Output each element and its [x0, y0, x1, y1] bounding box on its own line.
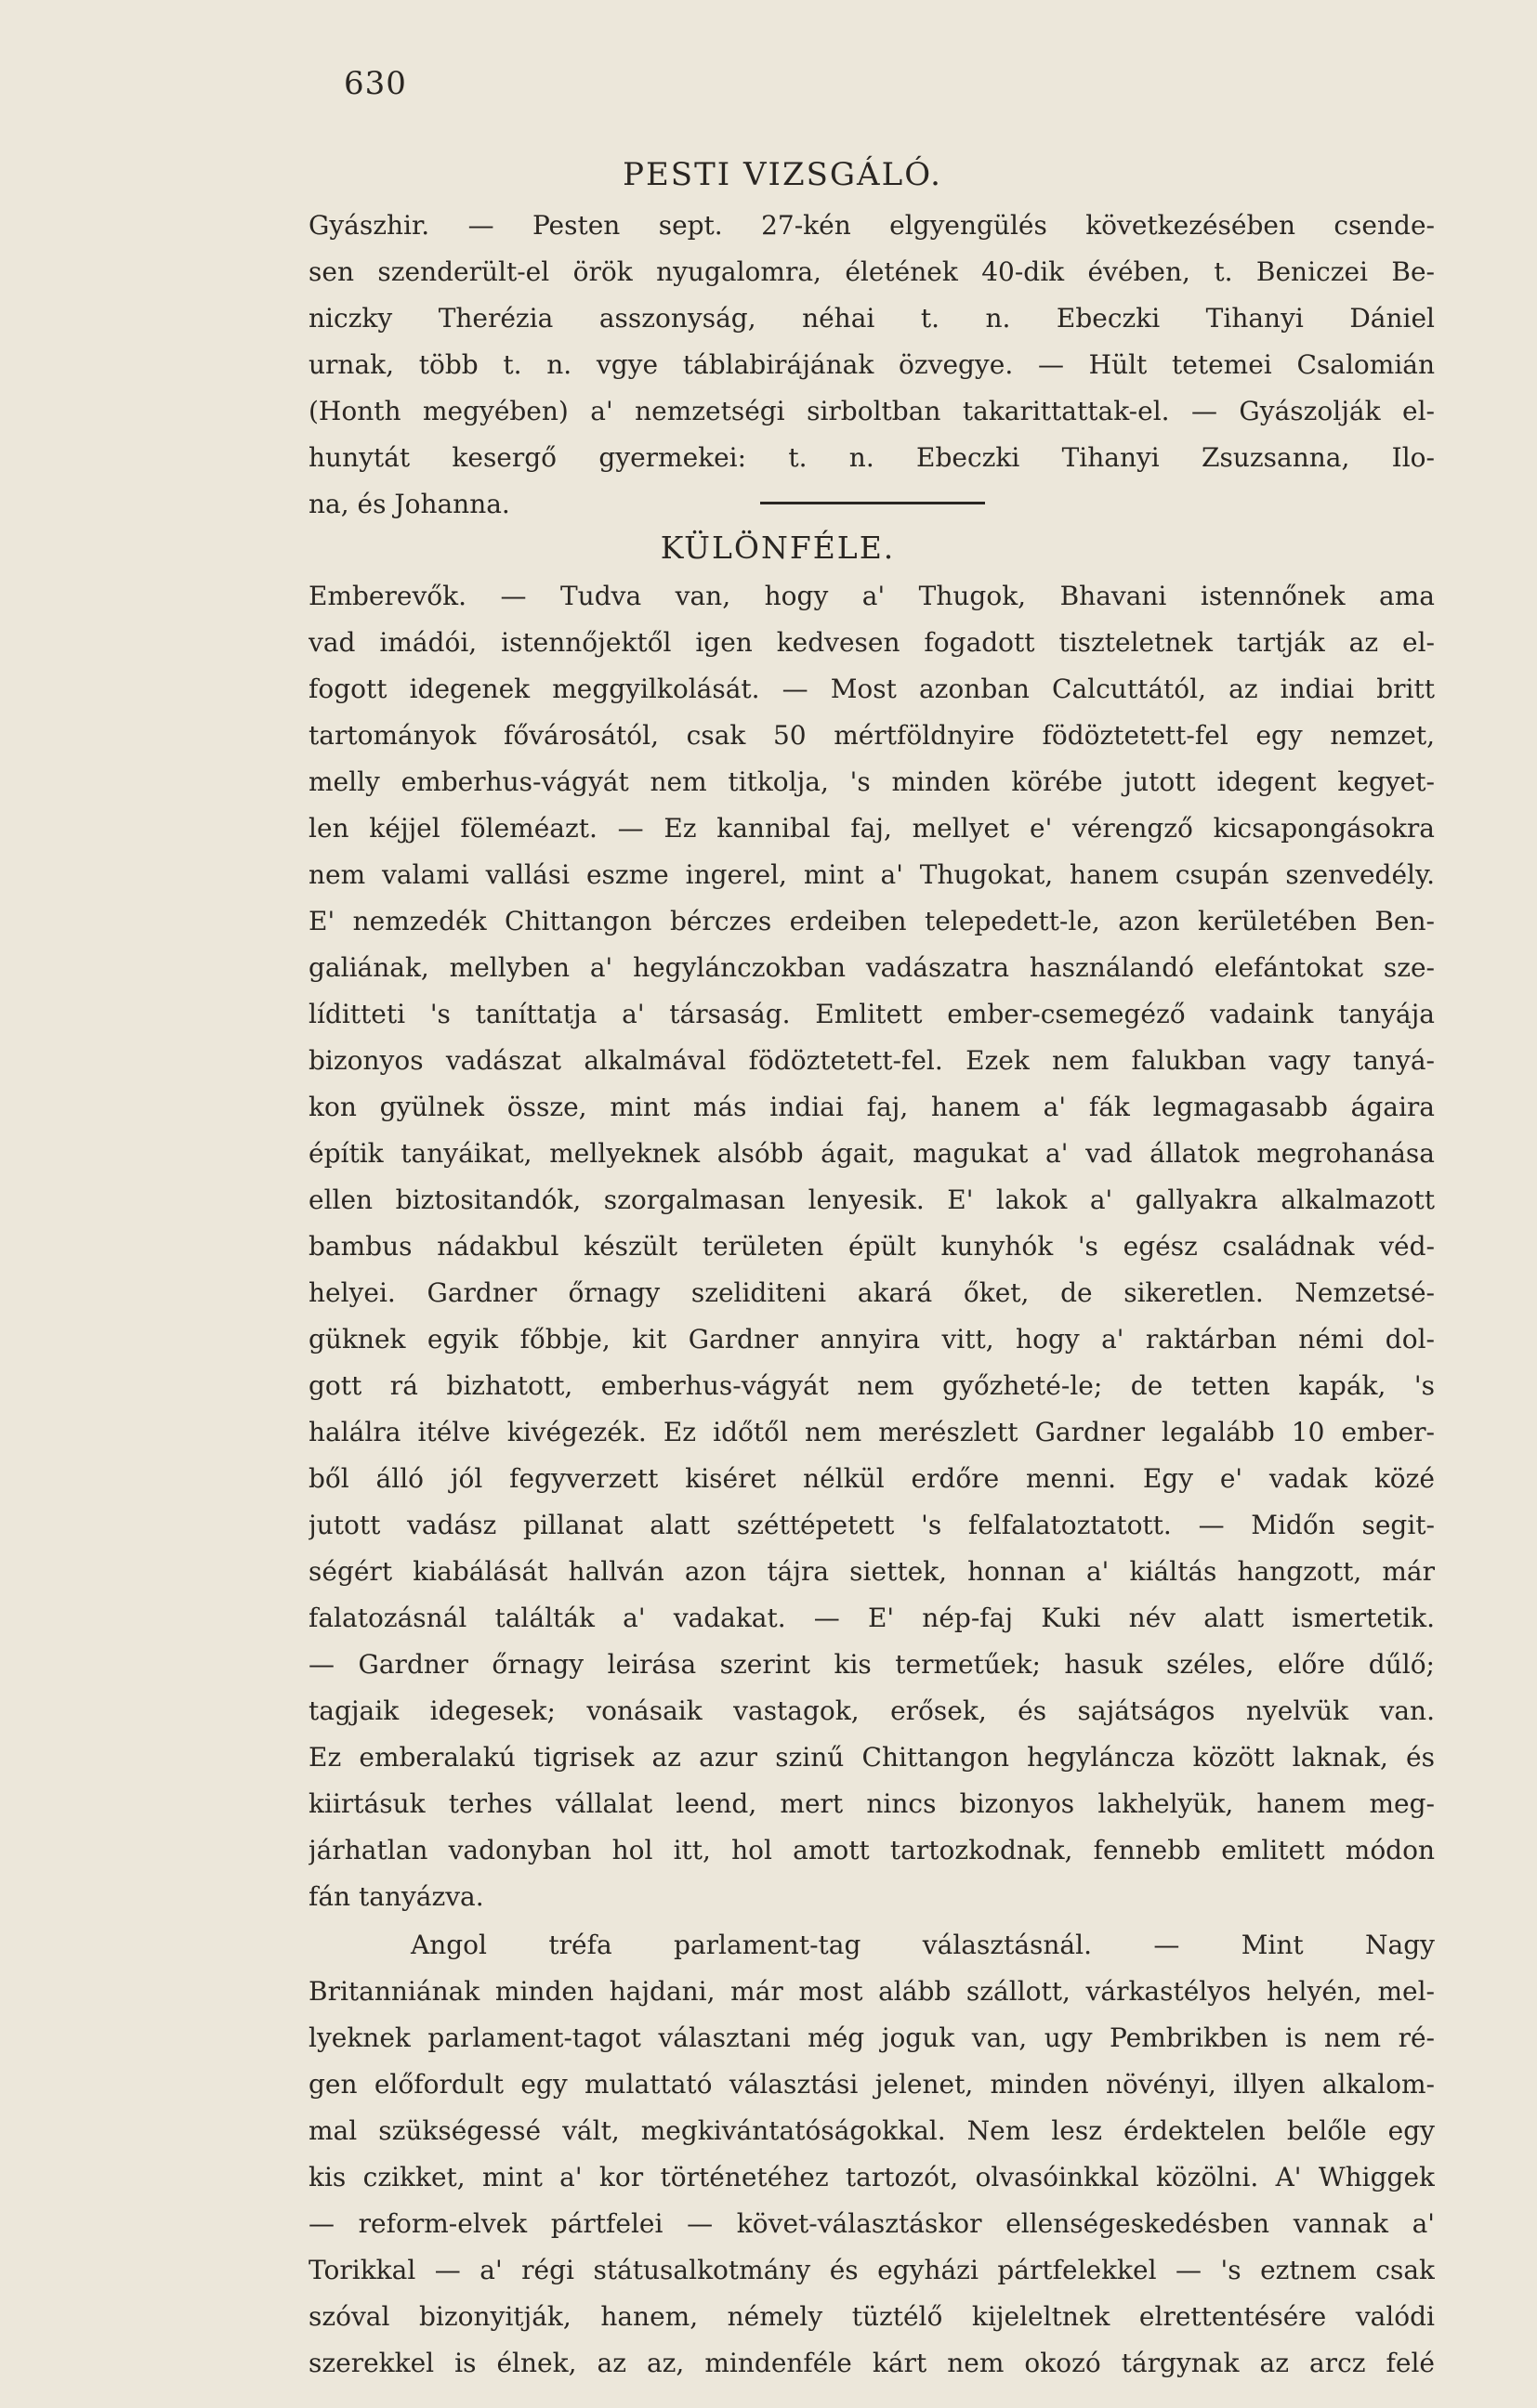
text-line: építik tanyáikat, mellyeknek alsóbb ágait, magukat a' vad állatok megrohanása	[309, 1138, 1435, 1169]
text-line: gott rá bizhatott, emberhus-vágyát nem győzheté-le; de tetten kapák, 's	[309, 1370, 1435, 1401]
section-title: KÜLÖNFÉLE.	[660, 530, 896, 566]
text-line: szerekkel is élnek, az az, mindenféle kárt nem okozó tárgynak az arcz felé	[309, 2348, 1435, 2378]
text-line: Britanniának minden hajdani, már most alább szállott, várkastélyos helyén, mel-	[309, 1976, 1435, 2007]
text-line: mal szükségessé vált, megkivántatóságokkal. Nem lesz érdektelen belőle egy	[309, 2115, 1435, 2146]
text-line: sen szenderült-el örök nyugalomra, életének 40-dik évében, t. Beniczei Be-	[309, 256, 1435, 287]
text-line: halálra itélve kivégezék. Ez időtől nem merészlett Gardner legalább 10 ember-	[309, 1417, 1435, 1447]
text-line: bambus nádakbul készült területen épült kunyhók 's egész családnak véd-	[309, 1231, 1435, 1262]
obituary-notice	[309, 203, 1435, 528]
text-line: kiirtásuk terhes vállalat leend, mert nincs bizonyos lakhelyük, hanem meg-	[309, 1788, 1435, 1819]
text-line: Ez emberalakú tigrisek az azur szinű Chittangon hegylánczа között laknak, és	[309, 1742, 1435, 1773]
text-line: E' nemzedék Chittangon bérczes erdeiben telepedett-le, azon kerületében Ben-	[309, 906, 1435, 936]
article-cannibals	[309, 573, 1435, 1920]
text-line: urnak, több t. n. vgye táblabirájának özvegye. — Hült tetemei Csalomián	[309, 349, 1435, 380]
text-line: bizonyos vadászat alkalmával födöztetett-fel. Ezek nem falukban vagy tanyá-	[309, 1045, 1435, 1076]
text-line: na, és Johanna.	[309, 489, 510, 519]
text-line: melly emberhus-vágyát nem titkolja, 's minden körébe jutott idegent kegyet-	[309, 766, 1435, 797]
text-line: niczky Therézia asszonyság, néhai t. n. Ebeczki Tihanyi Dániel	[309, 303, 1435, 334]
text-line: szóval bizonyitják, hanem, némely tüztélő kijeleltnek elrettentésére valódi	[309, 2301, 1435, 2332]
text-line: tagjaik idegesek; vonásaik vastagok, erősek, és sajátságos nyelvük van.	[309, 1695, 1435, 1726]
text-line: líditteti 's taníttatja a' társaság. Emlitett ember-csemegéző vadaink tanyája	[309, 999, 1435, 1029]
text-line: ből álló jól fegyverzett kiséret nélkül erdőre menni. Egy e' vadak közé	[309, 1463, 1435, 1494]
text-line: güknek egyik főbbje, kit Gardner annyira vitt, hogy a' raktárban némi dol-	[309, 1324, 1435, 1354]
text-line: Angol tréfa parlament-tag választásnál. — Mint Nagy	[411, 1930, 1435, 1960]
text-line: Gyászhir. — Pesten sept. 27-kén elgyengülés következésében csende-	[309, 210, 1435, 241]
article-english-election	[309, 1922, 1435, 2387]
text-line: kis czikket, mint a' kor történetéhez tartozót, olvasóinkkal közölni. A' Whiggek	[309, 2162, 1435, 2192]
text-line: hunytát kesergő gyermekei: t. n. Ebeczki Tihanyi Zsuzsanna, Ilo-	[309, 442, 1435, 473]
text-line: len kéjjel föleméazt. — Ez kannibal faj, mellyet e' vérengző kicsapongásokra	[309, 813, 1435, 844]
text-line: — reform-elvek pártfelei — követ-választáskor ellenségeskedésben vannak a'	[309, 2208, 1435, 2239]
text-line: fán tanyázva.	[309, 1881, 484, 1912]
text-line: fogott idegenek meggyilkolását. — Most azonban Calcuttától, az indiai britt	[309, 674, 1435, 704]
text-line: ségért kiabálását hallván azon tájra siettek, honnan a' kiáltás hangzott, már	[309, 1556, 1435, 1587]
text-line: vad imádói, istennőjektől igen kedvesen fogadott tiszteletnek tartják az el-	[309, 627, 1435, 658]
text-line: lyeknek parlament-tagot választani még joguk van, ugy Pembrikben is nem ré-	[309, 2022, 1435, 2053]
text-line: Torikkal — a' régi státusalkotmány és egyházi pártfelekkel — 's eztnem csak	[309, 2255, 1435, 2285]
text-line: kon gyülnek össze, mint más indiai faj, hanem a' fák legmagasabb ágaira	[309, 1092, 1435, 1122]
text-line: falatozásnál találták a' vadakat. — E' nép-faj Kuki név alatt ismertetik.	[309, 1603, 1435, 1633]
text-line: jutott vadász pillanat alatt széttépetett 's felfalatoztatott. — Midőn segit-	[309, 1510, 1435, 1540]
running-head: PESTI VIZSGÁLÓ.	[623, 156, 942, 193]
text-line: galiának, mellyben a' hegylánczokban vadászatra használandó elefántokat sze-	[309, 952, 1435, 983]
page-number: 630	[344, 65, 407, 102]
section-divider-rule	[760, 502, 985, 504]
text-line: helyei. Gardner őrnagy szeliditeni akará őket, de sikeretlen. Nemzetsé-	[309, 1277, 1435, 1308]
text-line: (Honth megyében) a' nemzetségi sirboltban takarittattak-el. — Gyászolják el-	[309, 396, 1435, 426]
text-line: Emberevők. — Tudva van, hogy a' Thugok, Bhavani istennőnek ama	[309, 581, 1435, 611]
text-line: tartományok fővárosától, csak 50 mértföldnyire födöztetett-fel egy nemzet,	[309, 720, 1435, 751]
text-line: — Gardner őrnagy leirása szerint kis termetűek; hasuk széles, előre dűlő;	[309, 1649, 1435, 1680]
text-line: járhatlan vadonyban hol itt, hol amott tartozkodnak, fennebb emlitett módon	[309, 1835, 1435, 1865]
text-line: gen előfordult egy mulattató választási jelenet, minden növényi, illyen alkalom-	[309, 2069, 1435, 2100]
text-line: ellen biztositandók, szorgalmasan lenyesik. E' lakok a' gallyakra alkalmazott	[309, 1184, 1435, 1215]
text-line: nem valami vallási eszme ingerel, mint a' Thugokat, hanem csupán szenvedély.	[309, 859, 1435, 890]
